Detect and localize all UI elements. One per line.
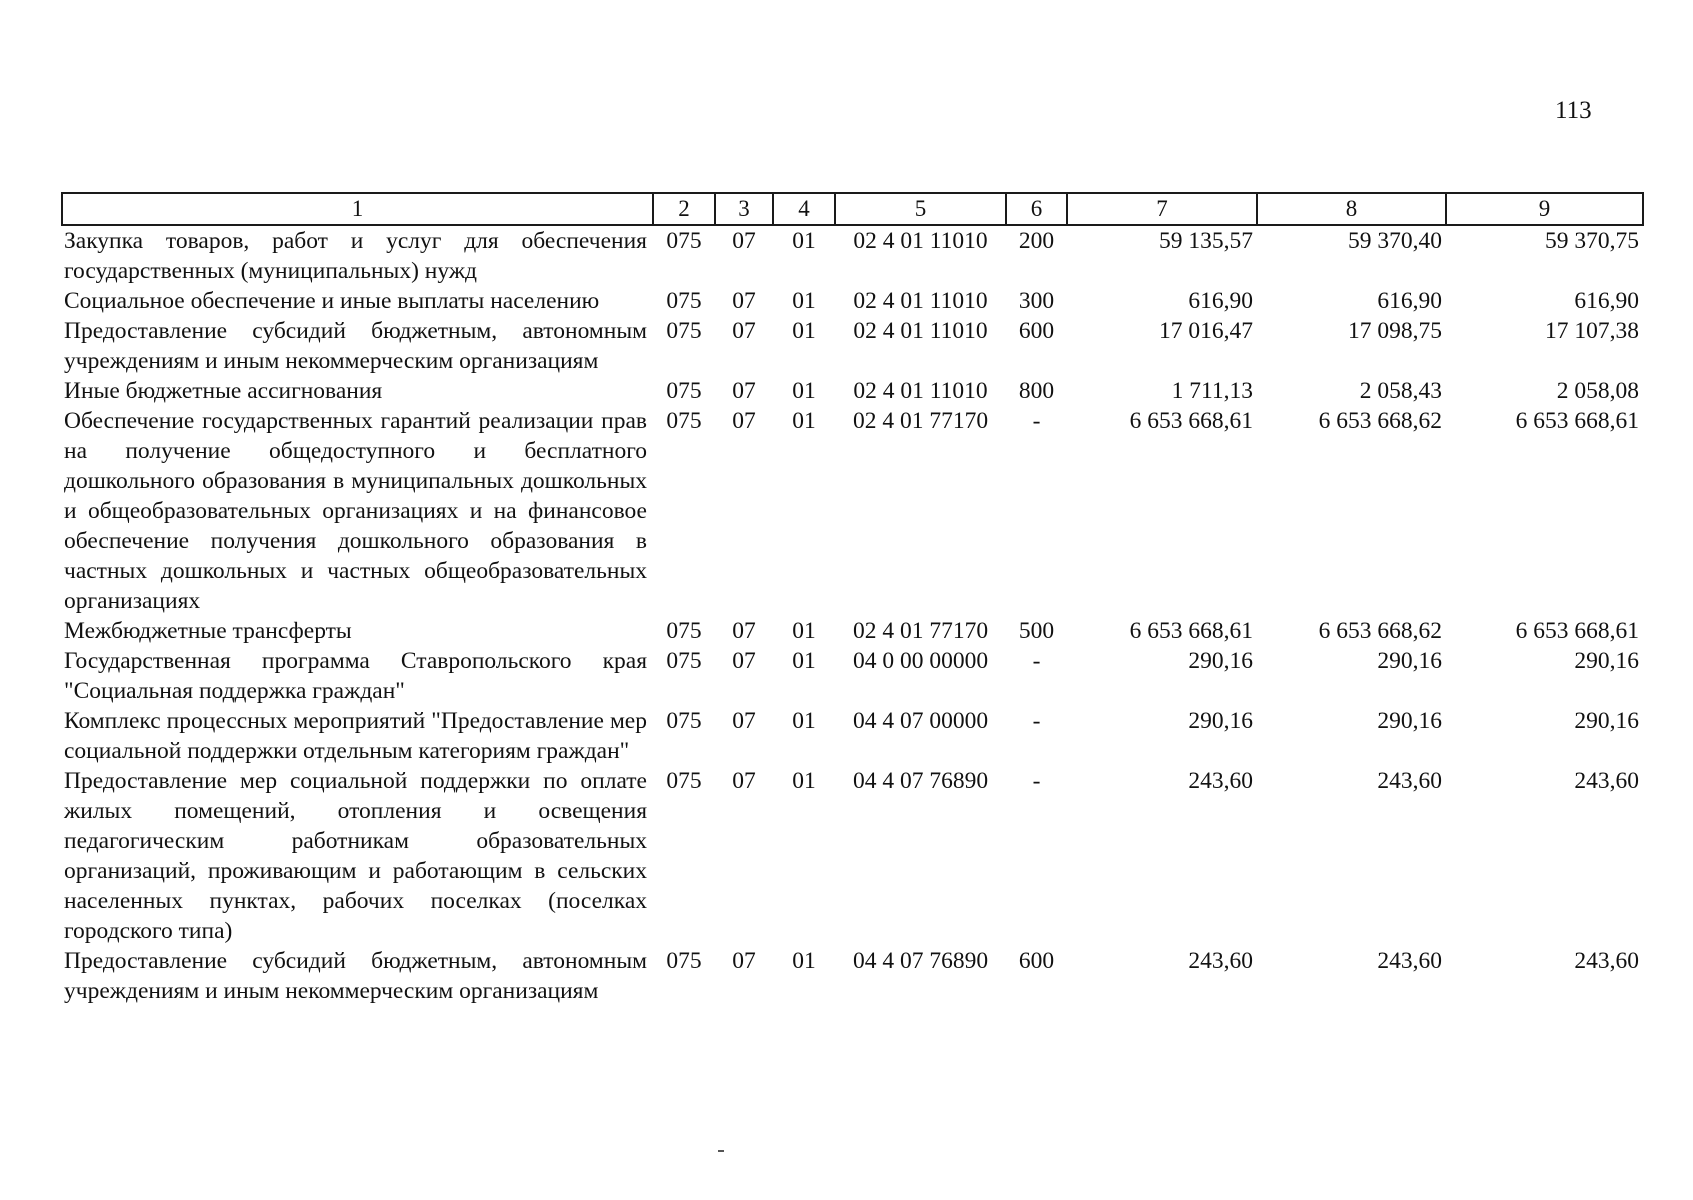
header-col-9: 9 — [1446, 193, 1643, 225]
row-target-code: 04 4 07 76890 — [852, 948, 989, 974]
row-section-code: 07 — [732, 288, 756, 314]
row-subsection-code: 01 — [792, 618, 816, 644]
row-target-code: 04 0 00 00000 — [852, 648, 989, 674]
header-col-6: 6 — [1006, 193, 1067, 225]
row-ministry-code: 075 — [666, 948, 702, 974]
row-amount-col-7: 616,90 — [1188, 288, 1253, 314]
row-expense-type-code: 200 — [1018, 228, 1055, 254]
row-target-code: 02 4 01 77170 — [852, 618, 989, 644]
table-body — [62, 225, 1643, 1006]
row-amount-col-8: 6 653 668,62 — [1318, 618, 1442, 644]
row-subsection-code: 01 — [792, 228, 816, 254]
row-amount-col-9: 290,16 — [1574, 708, 1639, 734]
header-col-7: 7 — [1067, 193, 1257, 225]
header-col-5: 5 — [835, 193, 1006, 225]
table-row — [62, 376, 1643, 406]
row-expense-type-code: - — [1032, 648, 1041, 674]
row-ministry-code: 075 — [666, 228, 702, 254]
row-ministry-code: 075 — [666, 318, 702, 344]
header-col-3: 3 — [715, 193, 773, 225]
row-amount-col-9: 6 653 668,61 — [1515, 408, 1639, 434]
row-amount-col-8: 616,90 — [1377, 288, 1442, 314]
row-amount-col-9: 290,16 — [1574, 648, 1639, 674]
row-amount-col-9: 17 107,38 — [1545, 318, 1639, 344]
row-amount-col-8: 59 370,40 — [1348, 228, 1442, 254]
header-col-8: 8 — [1257, 193, 1446, 225]
row-subsection-code: 01 — [792, 288, 816, 314]
header-col-1: 1 — [62, 193, 653, 225]
row-subsection-code: 01 — [792, 648, 816, 674]
row-amount-col-9: 616,90 — [1574, 288, 1639, 314]
row-section-code: 07 — [732, 618, 756, 644]
scan-mark — [718, 1150, 724, 1152]
row-name: Иные бюджетные ассигнования — [64, 378, 383, 404]
row-amount-col-7: 290,16 — [1188, 708, 1253, 734]
row-section-code: 07 — [732, 378, 756, 404]
row-section-code: 07 — [732, 228, 756, 254]
row-amount-col-8: 17 098,75 — [1348, 318, 1442, 344]
row-name: Предоставление мер социальной поддержки по оплате жилых помещений, отопления и освещения педагогическим работникам образовательных организаций, проживающим и работающим в сельских населенных пунктах, рабочих поселках (поселках городского типа) — [64, 768, 647, 944]
row-section-code: 07 — [732, 408, 756, 434]
row-name: Социальное обеспечение и иные выплаты населению — [64, 288, 600, 314]
row-name: Государственная программа Ставропольского края "Социальная поддержка граждан" — [64, 648, 647, 704]
row-section-code: 07 — [732, 318, 756, 344]
table-row — [62, 646, 1643, 706]
row-amount-col-8: 6 653 668,62 — [1318, 408, 1442, 434]
row-expense-type-code: 600 — [1018, 948, 1055, 974]
row-amount-col-7: 290,16 — [1188, 648, 1253, 674]
row-amount-col-8: 243,60 — [1377, 948, 1442, 974]
table-row — [62, 706, 1643, 766]
row-expense-type-code: 800 — [1018, 378, 1055, 404]
row-ministry-code: 075 — [666, 708, 702, 734]
row-expense-type-code: - — [1032, 768, 1041, 794]
row-ministry-code: 075 — [666, 648, 702, 674]
row-subsection-code: 01 — [792, 408, 816, 434]
row-name: Предоставление субсидий бюджетным, автономным учреждениям и иным некоммерческим организациям — [64, 318, 647, 374]
budget-table — [61, 192, 1644, 1006]
row-target-code: 02 4 01 77170 — [852, 408, 989, 434]
row-amount-col-9: 59 370,75 — [1545, 228, 1639, 254]
row-amount-col-8: 290,16 — [1377, 708, 1442, 734]
row-amount-col-7: 6 653 668,61 — [1129, 408, 1253, 434]
row-ministry-code: 075 — [666, 288, 702, 314]
row-amount-col-8: 2 058,43 — [1359, 378, 1442, 404]
row-name: Комплекс процессных мероприятий "Предоставление мер социальной поддержки отдельным категориям граждан" — [64, 708, 647, 764]
row-section-code: 07 — [732, 648, 756, 674]
row-amount-col-7: 243,60 — [1188, 768, 1253, 794]
row-section-code: 07 — [732, 948, 756, 974]
row-amount-col-7: 6 653 668,61 — [1129, 618, 1253, 644]
row-expense-type-code: - — [1032, 408, 1041, 434]
page-number: 113 — [1555, 97, 1592, 124]
row-expense-type-code: - — [1032, 708, 1041, 734]
row-target-code: 02 4 01 11010 — [853, 288, 988, 314]
row-section-code: 07 — [732, 708, 756, 734]
table-row — [62, 616, 1643, 646]
header-row — [62, 193, 1643, 225]
row-ministry-code: 075 — [666, 618, 702, 644]
row-amount-col-7: 1 711,13 — [1171, 378, 1253, 404]
row-target-code: 02 4 01 11010 — [853, 318, 988, 344]
row-amount-col-8: 243,60 — [1377, 768, 1442, 794]
row-amount-col-7: 17 016,47 — [1159, 318, 1253, 344]
row-subsection-code: 01 — [792, 378, 816, 404]
row-subsection-code: 01 — [792, 948, 816, 974]
row-ministry-code: 075 — [666, 408, 702, 434]
row-ministry-code: 075 — [666, 768, 702, 794]
row-amount-col-7: 59 135,57 — [1159, 228, 1253, 254]
row-ministry-code: 075 — [666, 378, 702, 404]
table-row — [62, 766, 1643, 946]
header-col-2: 2 — [653, 193, 715, 225]
row-subsection-code: 01 — [792, 318, 816, 344]
header-col-4: 4 — [773, 193, 835, 225]
row-amount-col-8: 290,16 — [1377, 648, 1442, 674]
row-section-code: 07 — [732, 768, 756, 794]
row-expense-type-code: 500 — [1018, 618, 1055, 644]
row-amount-col-9: 2 058,08 — [1556, 378, 1639, 404]
table-row — [62, 946, 1643, 1006]
row-target-code: 02 4 01 11010 — [853, 228, 988, 254]
row-amount-col-9: 243,60 — [1574, 948, 1639, 974]
row-subsection-code: 01 — [792, 708, 816, 734]
table-row — [62, 406, 1643, 616]
table-row — [62, 225, 1643, 286]
row-expense-type-code: 300 — [1018, 288, 1055, 314]
row-name: Закупка товаров, работ и услуг для обеспечения государственных (муниципальных) нужд — [64, 228, 647, 284]
row-target-code: 04 4 07 76890 — [852, 768, 989, 794]
row-target-code: 04 4 07 00000 — [852, 708, 989, 734]
row-target-code: 02 4 01 11010 — [853, 378, 988, 404]
row-expense-type-code: 600 — [1018, 318, 1055, 344]
row-amount-col-9: 243,60 — [1574, 768, 1639, 794]
row-name: Предоставление субсидий бюджетным, автономным учреждениям и иным некоммерческим организациям — [64, 948, 647, 1004]
row-subsection-code: 01 — [792, 768, 816, 794]
row-amount-col-7: 243,60 — [1188, 948, 1253, 974]
row-name: Межбюджетные трансферты — [64, 618, 352, 644]
row-amount-col-9: 6 653 668,61 — [1515, 618, 1639, 644]
table-row — [62, 316, 1643, 376]
table-row — [62, 286, 1643, 316]
table-header — [62, 193, 1643, 225]
row-name: Обеспечение государственных гарантий реализации прав на получение общедоступного и бесплатного дошкольного образования в муниципальных дошкольных и общеобразовательных организациях и на финансовое обеспечение получения дошкольного образования в частных дошкольных и частных общеобразовательных организациях — [64, 408, 647, 614]
